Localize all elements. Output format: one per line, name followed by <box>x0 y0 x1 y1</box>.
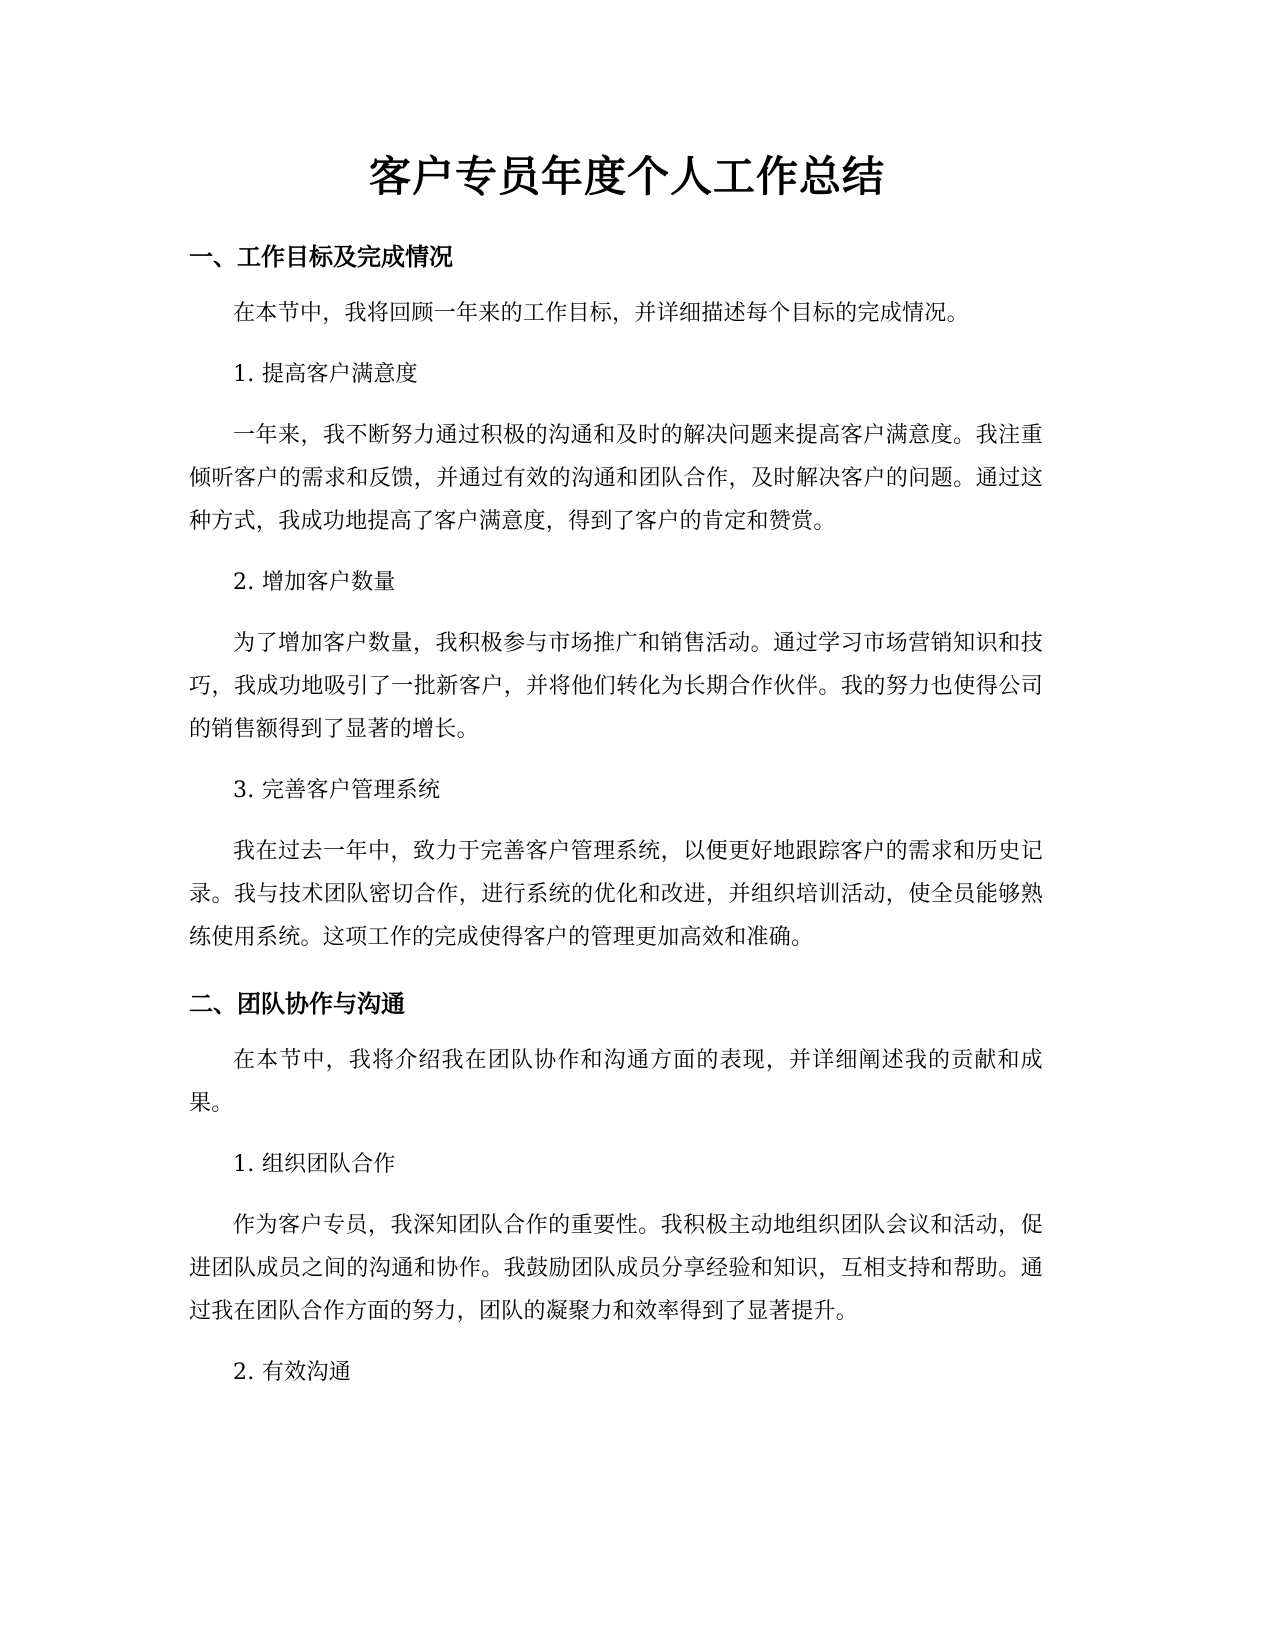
section-2-intro: 在本节中，我将介绍我在团队协作和沟通方面的表现，并详细阐述我的贡献和成果。 <box>189 1048 1043 1116</box>
section-1-item-2-text: 为了增加客户数量，我积极参与市场推广和销售活动。通过学习市场营销知识和技巧，我成功地吸引了一批新客户，并将他们转化为长期合作伙伴。我的努力也使得公司的销售额得到了显著的增长。 <box>189 631 1043 742</box>
section-heading-2: 二、团队协作与沟通 <box>189 990 405 1018</box>
section-1-item-1-text: 一年来，我不断努力通过积极的沟通和及时的解决问题来提高客户满意度。我注重倾听客户的需求和反馈，并通过有效的沟通和团队合作，及时解决客户的问题。通过这种方式，我成功地提高了客户满意度，得到了客户的肯定和赞赏。 <box>189 423 1043 534</box>
section-heading-1: 一、工作目标及完成情况 <box>189 243 453 271</box>
section-2-item-1-text: 作为客户专员，我深知团队合作的重要性。我积极主动地组织团队会议和活动，促进团队成员之间的沟通和协作。我鼓励团队成员分享经验和知识，互相支持和帮助。通过我在团队合作方面的努力，团队的凝聚力和效率得到了显著提升。 <box>189 1213 1043 1324</box>
document-title: 客户专员年度个人工作总结 <box>368 152 885 201</box>
section-1-item-3-text: 我在过去一年中，致力于完善客户管理系统，以便更好地跟踪客户的需求和历史记录。我与技术团队密切合作，进行系统的优化和改进，并组织培训活动，使全员能够熟练使用系统。这项工作的完成使得客户的管理更加高效和准确。 <box>189 839 1043 950</box>
section-1-intro: 在本节中，我将回顾一年来的工作目标，并详细描述每个目标的完成情况。 <box>233 301 969 326</box>
section-1-item-3-label: 3. 完善客户管理系统 <box>233 778 441 803</box>
section-1-item-1-label: 1. 提高客户满意度 <box>233 362 418 387</box>
section-2-item-2-label: 2. 有效沟通 <box>233 1360 352 1385</box>
section-2-item-1-label: 1. 组织团队合作 <box>233 1152 396 1177</box>
section-1-item-2-label: 2. 增加客户数量 <box>233 570 396 595</box>
